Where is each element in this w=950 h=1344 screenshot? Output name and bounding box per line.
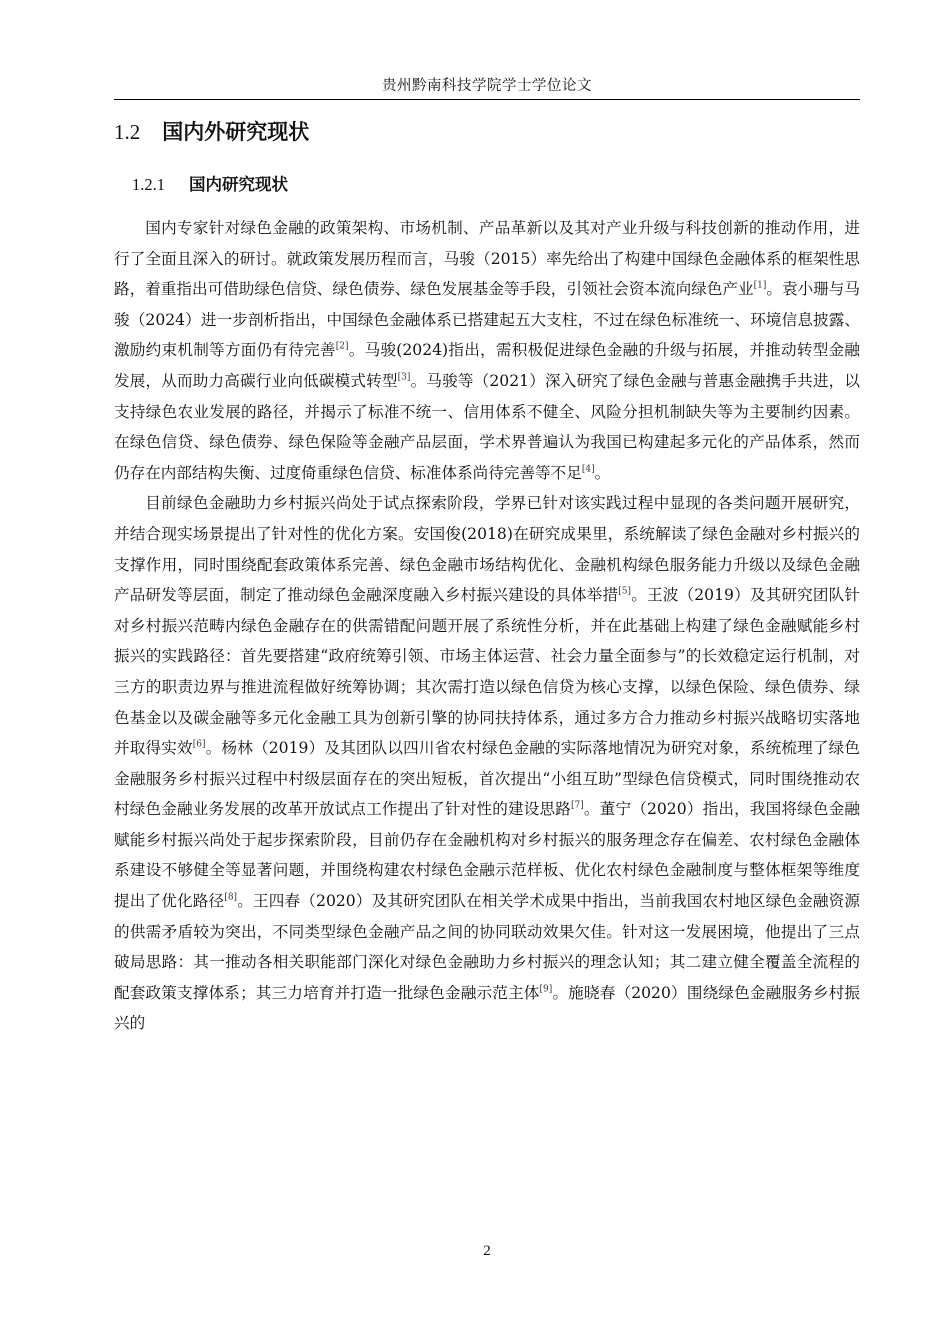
paragraph-1-text: 。马骏(2024)指出，需积极促进绿色金融的升级与拓展，并推动转型金融发展，从而助力高碳行业向低碳模式转型 (114, 341, 860, 390)
paragraph-2-text: 。董宁（2020）指出，我国将绿色金融赋能乡村振兴尚处于起步探索阶段，目前仍存在金融机构对乡村振兴的服务理念存在偏差、农村绿色金融体系建设不够健全等显著问题，并围绕构建农村绿色金融示范样板、优化农村绿色金融制度与整体框架等维度提出了优化路径 (114, 800, 860, 911)
paragraph-1-text: 。马骏等（2021）深入研究了绿色金融与普惠金融携手共进，以支持绿色农业发展的路径，并揭示了标准不统一、信用体系不健全、风险分担机制缺失等为主要制约因素。在绿色信贷、绿色债券、绿色保险等金融产品层面，学术界普遍认为我国已构建起多元化的产品体系，然而仍存在内部结构失衡、过度倚重绿色信贷、标准体系尚待完善等不足 (114, 371, 860, 482)
citation-ref[interactable]: [5] (618, 586, 632, 597)
paragraph-1-text: 国内专家针对绿色金融的政策架构、市场机制、产品革新以及其对产业升级与科技创新的推动作用，进行了全面且深入的研讨。就政策发展历程而言，马骏（2015）率先给出了构建中国绿色金融体系的框架性思路，着重指出可借助绿色信贷、绿色债券、绿色发展基金等手段，引领社会资本流向绿色产业 (114, 219, 860, 299)
header-rule (114, 99, 860, 100)
subsection-heading (132, 173, 288, 197)
citation-ref[interactable]: [6] (192, 739, 206, 750)
subsection-number: 1.2.1 (132, 175, 165, 194)
citation-ref[interactable]: [2] (335, 342, 349, 353)
paragraph-2-text: 。王波（2019）及其研究团队针对乡村振兴范畴内绿色金融存在的供需错配问题开展了系统性分析，并在此基础上构建了绿色金融赋能乡村振兴的实践路径：首先要搭建“政府统筹引领、市场主体运营、社会力量全面参与”的长效稳定运行机制，对三方的职责边界与推进流程做好统筹协调；其次需打造以绿色信贷为核心支撑，以绿色保险、绿色债券、绿色基金以及碳金融等多元化金融工具为创新引擎的协同扶持体系，通过多方合力推动乡村振兴战略切实落地并取得实效 (114, 586, 860, 758)
paragraph-1-text: 。袁小珊与马骏（2024）进一步剖析指出，中国绿色金融体系已搭建起五大支柱，不过在绿色标准统一、环境信息披露、激励约束机制等方面仍有待完善 (114, 280, 860, 360)
citation-ref[interactable]: [1] (753, 280, 767, 291)
citation-ref[interactable]: [8] (224, 892, 238, 903)
citation-ref[interactable]: [3] (397, 372, 411, 383)
paragraph-2-text: 。杨林（2019）及其团队以四川省农村绿色金融的实际落地情况为研究对象，系统梳理了绿色金融服务乡村振兴过程中村级层面存在的突出短板，首次提出“小组互助”型绿色信贷模式，同时围绕推动农村绿色金融业务发展的改革开放试点工作提出了针对性的建设思路 (114, 739, 860, 819)
paragraph-2-text: 。施晓春（2020）围绕绿色金融服务乡村振兴的 (114, 983, 860, 1033)
citation-ref[interactable]: [9] (539, 984, 553, 995)
citation-ref[interactable]: [7] (571, 800, 584, 811)
section-title: 国内外研究现状 (162, 119, 310, 144)
subsection-title: 国内研究现状 (189, 175, 288, 194)
paragraph-1 (114, 213, 860, 488)
paragraph-2-text: 。王四春（2020）及其研究团队在相关学术成果中指出，当前我国农村地区绿色金融资源的供需矛盾较为突出，不同类型绿色金融产品之间的协同联动效果欠佳。针对这一发展困境，他提出了三点破局思路：其一推动各相关职能部门深化对绿色金融助力乡村振兴的理念认知；其二建立健全覆盖全流程的配套政策支撑体系；其三力培育并打造一批绿色金融示范主体 (114, 892, 860, 1002)
running-header: 贵州黔南科技学院学士学位论文 (382, 78, 592, 94)
section-number: 1.2 (114, 120, 141, 144)
paragraph-2-text: 目前绿色金融助力乡村振兴尚处于试点探索阶段，学界已针对该实践过程中显现的各类问题开展研究，并结合现实场景提出了针对性的优化方案。安国俊(2018)在研究成果里，系统解读了绿色金融对乡村振兴的支撑作用，同时围绕配套政策体系完善、绿色金融市场结构优化、金融机构绿色服务能力升级以及绿色金融产品研发等层面，制定了推动绿色金融深度融入乡村振兴建设的具体举措 (114, 494, 860, 605)
paragraph-2 (114, 488, 860, 1039)
body-text (114, 213, 860, 1039)
citation-ref[interactable]: [4] (581, 464, 595, 475)
section-heading (114, 117, 309, 147)
page-number: 2 (483, 1243, 491, 1259)
paragraph-1-text: 。 (594, 463, 611, 482)
